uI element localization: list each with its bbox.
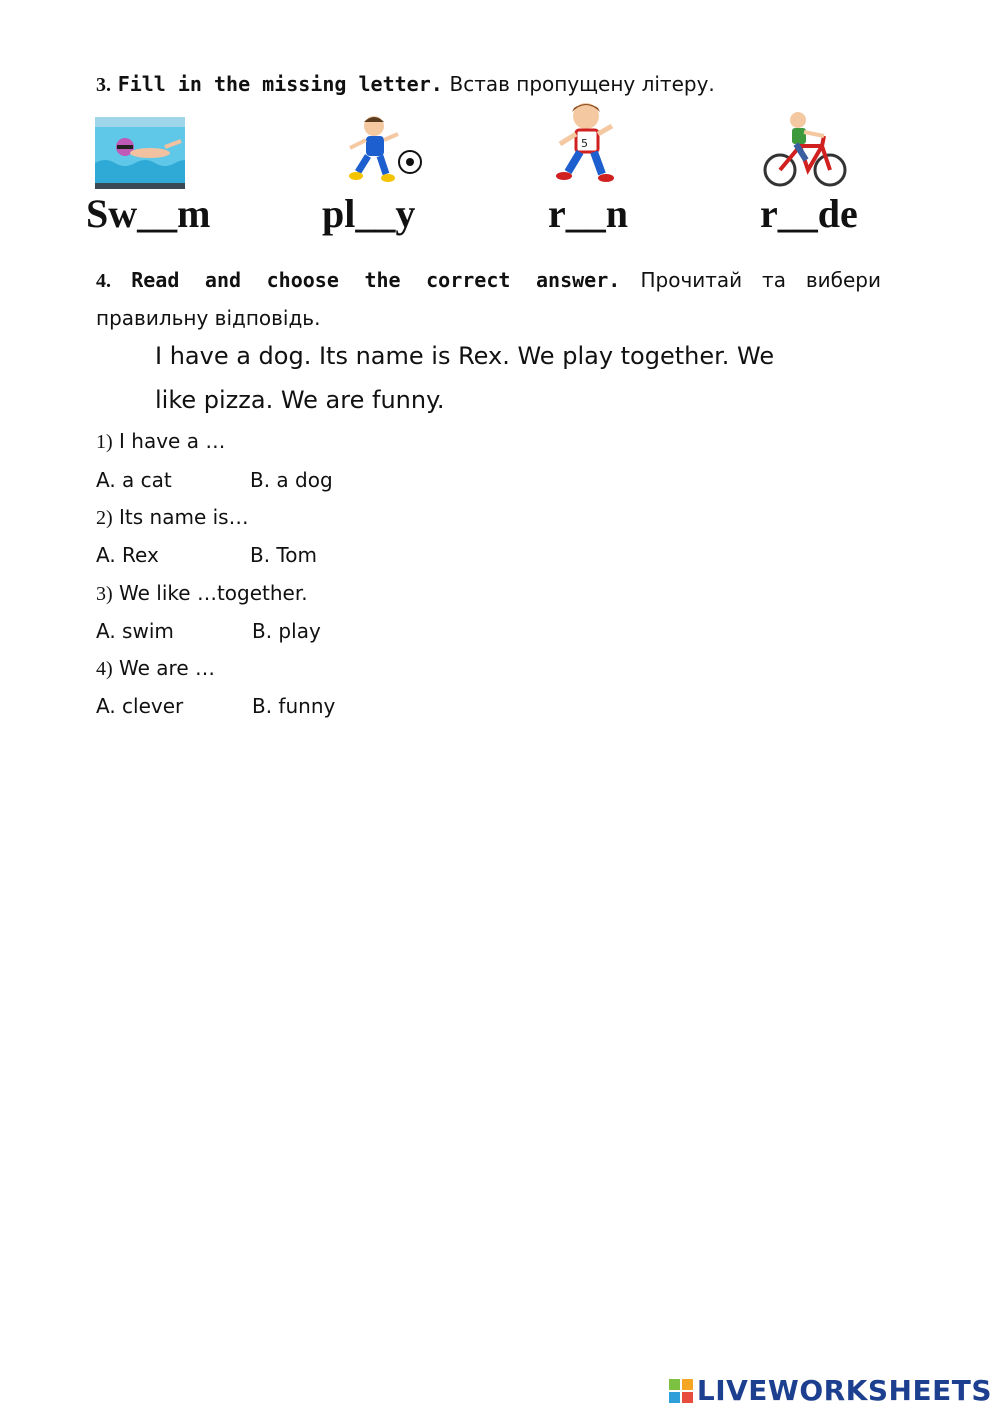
footballer-icon [342, 112, 424, 188]
question-text: We like …together. [119, 581, 308, 605]
liveworksheets-logo-icon [669, 1379, 693, 1403]
question-text: We are … [119, 656, 215, 680]
question-1 [96, 429, 225, 454]
question-text: Its name is… [119, 505, 249, 529]
question-3 [96, 581, 308, 606]
option-3a[interactable]: A. swim [96, 619, 174, 643]
cyclist-icon [762, 110, 848, 190]
task-3-title: Fill in the missing letter. [117, 72, 443, 96]
svg-text:5: 5 [581, 137, 588, 150]
word-run: r__n [548, 191, 628, 236]
brand-text: LIVEWORKSHEETS [696, 1374, 992, 1407]
option-4b[interactable]: B. funny [252, 694, 336, 718]
word-swim: Sw__m [86, 191, 211, 236]
question-number: 3) [96, 583, 113, 605]
passage-line-1: I have a dog. Its name is Rex. We play together. We [155, 342, 775, 370]
option-2b[interactable]: B. Tom [250, 543, 317, 567]
task-4-title: Read and choose the correct answer. [131, 268, 621, 292]
question-number: 2) [96, 507, 113, 529]
word-play: pl__y [322, 191, 416, 236]
option-4a[interactable]: A. clever [96, 694, 184, 718]
task-4-heading [96, 268, 881, 293]
task-3-number: 3. [96, 74, 111, 96]
word-ride: r__de [760, 191, 858, 236]
question-text: I have a … [119, 429, 226, 453]
option-1b[interactable]: B. a dog [250, 468, 333, 492]
task-4-title-ua-cont: правильну відповідь. [96, 306, 321, 330]
question-4 [96, 656, 215, 681]
passage-line-2: like pizza. We are funny. [155, 386, 445, 414]
task-4-title-ua: Прочитай та вибери [640, 268, 881, 292]
question-number: 1) [96, 431, 113, 453]
task-3-title-ua: Встав пропущену літеру. [449, 72, 715, 96]
task-4-number: 4. [96, 270, 111, 292]
task-3-heading [96, 72, 715, 97]
question-number: 4) [96, 658, 113, 680]
option-3b[interactable]: B. play [252, 619, 321, 643]
option-1a[interactable]: A. a cat [96, 468, 172, 492]
swimmer-icon [95, 117, 185, 189]
runner-icon [550, 100, 624, 190]
question-2 [96, 505, 249, 530]
liveworksheets-brand [669, 1374, 992, 1407]
option-2a[interactable]: A. Rex [96, 543, 159, 567]
